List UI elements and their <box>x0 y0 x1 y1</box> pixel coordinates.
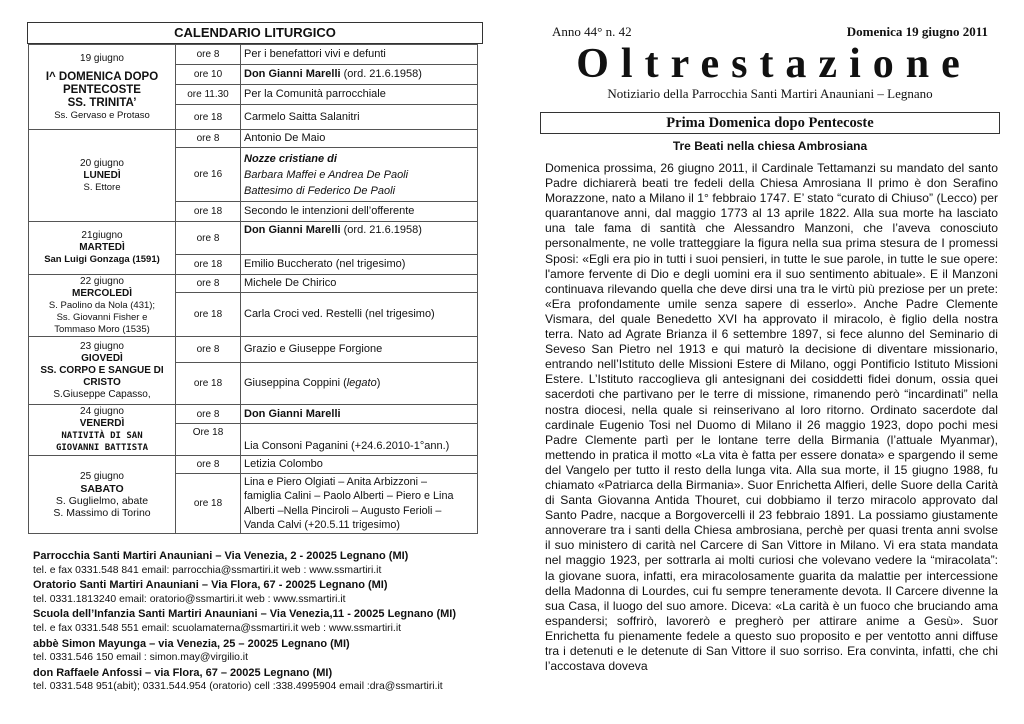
intention-line: Battesimo di Federico De Paoli <box>244 184 396 197</box>
day-cell <box>29 130 176 222</box>
mass-intention <box>241 148 478 202</box>
intention-line: Alberti –Nella Pinciroli – Augusto Ferioli – <box>244 504 442 517</box>
mass-intention <box>241 474 478 534</box>
day-cell <box>29 275 176 337</box>
calendar-title: CALENDARIO LITURGICO <box>27 22 483 44</box>
day-date: 22 giugno <box>80 275 124 287</box>
contact-detail: tel. e fax 0331.548 841 email: parrocchia@ssmartiri.it web : www.ssmartiri.it <box>33 564 382 576</box>
contact-heading: abbè Simon Mayunga – via Venezia, 25 – 20025 Legnano (MI) <box>33 637 350 650</box>
day-cell <box>29 337 176 405</box>
day-name: LUNEDÌ <box>83 169 121 181</box>
mass-intention: Per la Comunità parrocchiale <box>241 85 478 105</box>
day-date: 24 giugno <box>80 406 124 417</box>
intention-line: Nozze cristiane di <box>244 152 337 165</box>
table-row <box>29 337 478 363</box>
day-saint: S. Massimo di Torino <box>53 506 151 519</box>
mass-time: ore 18 <box>176 363 241 405</box>
mass-intention: Lia Consoni Paganini (+24.6.2010-1°ann.) <box>241 424 478 456</box>
mass-intention <box>241 222 478 255</box>
intention-name: Don Gianni Marelli <box>244 68 341 80</box>
mass-intention: Grazio e Giuseppe Forgione <box>241 337 478 363</box>
day-date: 23 giugno <box>80 340 124 352</box>
intention-after: ) <box>376 377 381 389</box>
day-cell <box>29 456 176 534</box>
day-cell <box>29 222 176 275</box>
intention-note: (ord. 21.6.1958) <box>340 68 422 80</box>
day-saint: NATIVITÀ DI SAN <box>61 431 143 441</box>
mass-time: ore 18 <box>176 293 241 337</box>
day-name: SS. CORPO E SANGUE DI <box>40 364 164 376</box>
mass-time: Ore 18 <box>176 424 241 456</box>
mass-intention: Carmelo Saitta Salanitri <box>241 105 478 130</box>
day-date: 21giugno <box>81 230 123 241</box>
mass-intention: Carla Croci ved. Restelli (nel trigesimo) <box>241 293 478 337</box>
day-cell <box>29 405 176 456</box>
newsletter-title: Oltrestazione <box>576 41 972 87</box>
day-name: MARTEDÌ <box>79 242 125 253</box>
mass-time: ore 8 <box>176 275 241 293</box>
mass-time: ore 8 <box>176 337 241 363</box>
day-saint: S. Guglielmo, abate <box>55 494 149 507</box>
mass-time: ore 8 <box>176 405 241 424</box>
mass-time: ore 8 <box>176 45 241 65</box>
day-saint: San Luigi Gonzaga (1591) <box>44 254 160 265</box>
contact-heading: Parrocchia Santi Martiri Anauniani – Via Venezia, 2 - 20025 Legnano (MI) <box>33 550 409 562</box>
day-name: SABATO <box>80 482 124 495</box>
contact-detail: tel. 0331.546 150 email : simon.may@virgilio.it <box>33 652 248 664</box>
day-saint: Ss. Giovanni Fisher e <box>56 311 148 323</box>
contact-heading: Scuola dell’Infanzia Santi Martiri Anauniani – Via Venezia,11 - 20025 Legnano (MI) <box>33 608 457 621</box>
mass-time: ore 18 <box>176 202 241 222</box>
issue-number: Anno 44° n. 42 <box>552 24 632 39</box>
mass-time: ore 10 <box>176 65 241 85</box>
intention-note: (ord. 21.6.1958) <box>340 224 422 236</box>
masthead-top <box>540 22 1000 42</box>
day-name: PENTECOSTE <box>63 83 141 96</box>
contacts-block <box>33 549 483 695</box>
day-name: SS. TRINITA’ <box>67 96 137 109</box>
mass-intention <box>241 65 478 85</box>
mass-intention: Per i benefattori vivi e defunti <box>241 45 478 65</box>
intention-line: Vanda Calvi (+20.5.11 trigesimo) <box>244 519 400 531</box>
mass-intention: Emilio Buccherato (nel trigesimo) <box>241 255 478 275</box>
table-row <box>29 456 478 474</box>
article-body: Domenica prossima, 26 giugno 2011, il Cardinale Tettamanzi su mandato del santo Padre dichiarerà beati tre fedeli della Chiesa Amrosiana Il primo è don Serafino Morazzone, nato a Milano il 1° febbraio 1747. E’ stato “curato di Chiuso” (Lecco) per quarantanove anni, dal maggio 1773 al 13 aprile 1822. Alla sua morte ha lasciato una tale fama di santità che Alessandro Manzoni, che l’aveva conosciuto personalmente, ne volle tratteggiare la figura nella sua prima stesura de I promessi Sposi: «Egli era pio in tutti i suoi pensieri, in tutte le sue parole, in tutte le sue opere: l'amore fervente di Dio e degli uomini era il suo sentimento abituale». E il Manzoni continuava rilevando quella che deve dirsi una tra le virtù più preziose per un prete: «Era profondamente umile senza sapere di esserlo». Anche Padre Clemente Vismara, del quale Benedetto XVI ha approvato il miracolo, è figlio della nostra terra. Nato ad Agrate Brianza il 6 settembre 1897, si fece alunno del Seminario di Seveso San Pietro nel 1913 e qui maturò la decisione di diventare missionario, entrando nell’Istituto delle Missioni Estere di Milano, oggi Pontificio Istituto Missioni Estere. L’Istituto raccoglieva gli antesignani dei cosiddetti fidei donum, ossia quei sacerdoti che partivano per le terre di missione, rimanendo però “incardinati” nella nostra diocesi, nella quale si reinserivano al loro ritorno. Ordinato sacerdote dal cardinale Eugenio Tosi nel Duomo di Milano il 26 maggio 1923, dopo pochi mesi Padre Clemente partì per le lontane terre della Birmania (l’attuale Myanmar), mettendo in pratica il motto «La vita è fatta per essere donata» e spargendo il seme del Vangelo per tutto il resto della lunga vita. Alla sua morte, il 15 giugno 1988, fu chiamato «Patriarca della Birmania». Suor Enrichetta Alfieri, delle Suore della Carità di Santa Giovanna Antida Thouret, cui dobbiamo il terzo miracolo approvato dal Santo Padre, nacque a Borgovercelli il 23 febbraio 1891. La possiamo giustamente annoverare tra i santi della Chiesa ambrosiana, perchè per quasi trenta anni svolse il suo ministero di carità nel Carcere di San Vittore in Milano. Vi era stata mandata nel maggio 1923, per sottrarla ai molti curiosi che volevano vedere la “miracolata”: la giovane suora, infatti, era miracolosamente guarita da malattie per intercessione della Madonna di Lourdes, cui fu sempre teneramente devota. Il Carcere divenne la sua Casa, il luogo del suo amore. Diceva: «La carità è un fuoco che bruciando ama espandersi; soffrirò, lavorerò e pregherò per attirare anime a Gesù». Suor Enrichetta fu pienamente fedele a questo suo proposito e per ventotto anni diffuse tra i detenuti e le detenute di San Vittore il suo sorriso. Era convinta, infatti, che chi l’accostava doveva <box>545 161 998 674</box>
day-saint: S.Giuseppe Capasso, <box>53 388 151 400</box>
day-name: CRISTO <box>83 376 121 388</box>
intention-italic: legato <box>346 377 377 389</box>
day-name: I^ DOMENICA DOPO <box>45 70 159 83</box>
sunday-banner: Prima Domenica dopo Pentecoste <box>540 112 1000 134</box>
mass-time: ore 18 <box>176 255 241 275</box>
contact-heading: don Raffaele Anfossi – via Flora, 67 – 20025 Legnano (MI) <box>33 666 333 679</box>
mass-time: ore 11.30 <box>176 85 241 105</box>
mass-time: ore 8 <box>176 130 241 148</box>
mass-intention <box>241 363 478 405</box>
mass-intention: Michele De Chirico <box>241 275 478 293</box>
mass-time: ore 18 <box>176 474 241 534</box>
day-saint: Ss. Gervaso e Protaso <box>54 109 150 121</box>
intention-line: Barbara Maffei e Andrea De Paoli <box>244 168 409 181</box>
calendar-table <box>28 44 478 534</box>
day-name: VENERDÌ <box>79 418 125 429</box>
mass-intention: Letizia Colombo <box>241 456 478 474</box>
day-saint: GIOVANNI BATTISTA <box>55 443 149 453</box>
intention-name: Giuseppina Coppini ( <box>244 377 347 389</box>
table-row <box>29 275 478 293</box>
contact-heading: Oratorio Santi Martiri Anauniani – Via Flora, 67 - 20025 Legnano (MI) <box>33 579 388 592</box>
day-name: MERCOLEDÌ <box>72 287 132 299</box>
intention-name: Don Gianni Marelli <box>244 224 341 236</box>
table-row <box>29 130 478 148</box>
mass-intention: Antonio De Maio <box>241 130 478 148</box>
day-saint: S. Paolino da Nola (431); <box>48 299 156 311</box>
table-row <box>29 45 478 65</box>
contact-detail: tel. 0331.548 951(abit); 0331.544.954 (oratorio) cell :338.4995904 email :dra@ssmartiri.it <box>33 681 443 693</box>
table-row <box>29 222 478 255</box>
mass-time: ore 16 <box>176 148 241 202</box>
contact-detail: tel. 0331.1813240 email: oratorio@ssmartiri.it web : www.ssmartiri.it <box>33 593 346 605</box>
day-date: 25 giugno <box>80 470 124 482</box>
day-name: GIOVEDÌ <box>81 352 123 364</box>
mass-time: ore 8 <box>176 222 241 255</box>
day-date: 20 giugno <box>80 157 124 169</box>
day-saint: S. Ettore <box>83 181 121 193</box>
contact-detail: tel. e fax 0331.548 551 email: scuolamaterna@ssmartiri.it web : www.ssmartiri.it <box>33 622 402 634</box>
mass-time: ore 18 <box>176 105 241 130</box>
day-date: 19 giugno <box>80 52 124 64</box>
day-saint: Tommaso Moro (1535) <box>54 323 150 335</box>
calendar-section <box>27 22 483 534</box>
mass-intention: Don Gianni Marelli <box>241 405 478 424</box>
newsletter-subtitle: Notiziario della Parrocchia Santi Martiri Anauniani – Legnano <box>607 86 933 101</box>
article-title: Tre Beati nella chiesa Ambrosiana <box>672 139 868 153</box>
mass-intention: Secondo le intenzioni dell’offerente <box>241 202 478 222</box>
intention-line: famiglia Calini – Paolo Alberti – Piero e Lina <box>244 490 454 502</box>
day-cell <box>29 45 176 130</box>
issue-date: Domenica 19 giugno 2011 <box>846 24 988 39</box>
newsletter-section <box>540 22 1000 674</box>
intention-line: Lina e Piero Olgiati – Anita Arbizzoni – <box>244 475 428 488</box>
mass-time: ore 8 <box>176 456 241 474</box>
table-row <box>29 405 478 424</box>
